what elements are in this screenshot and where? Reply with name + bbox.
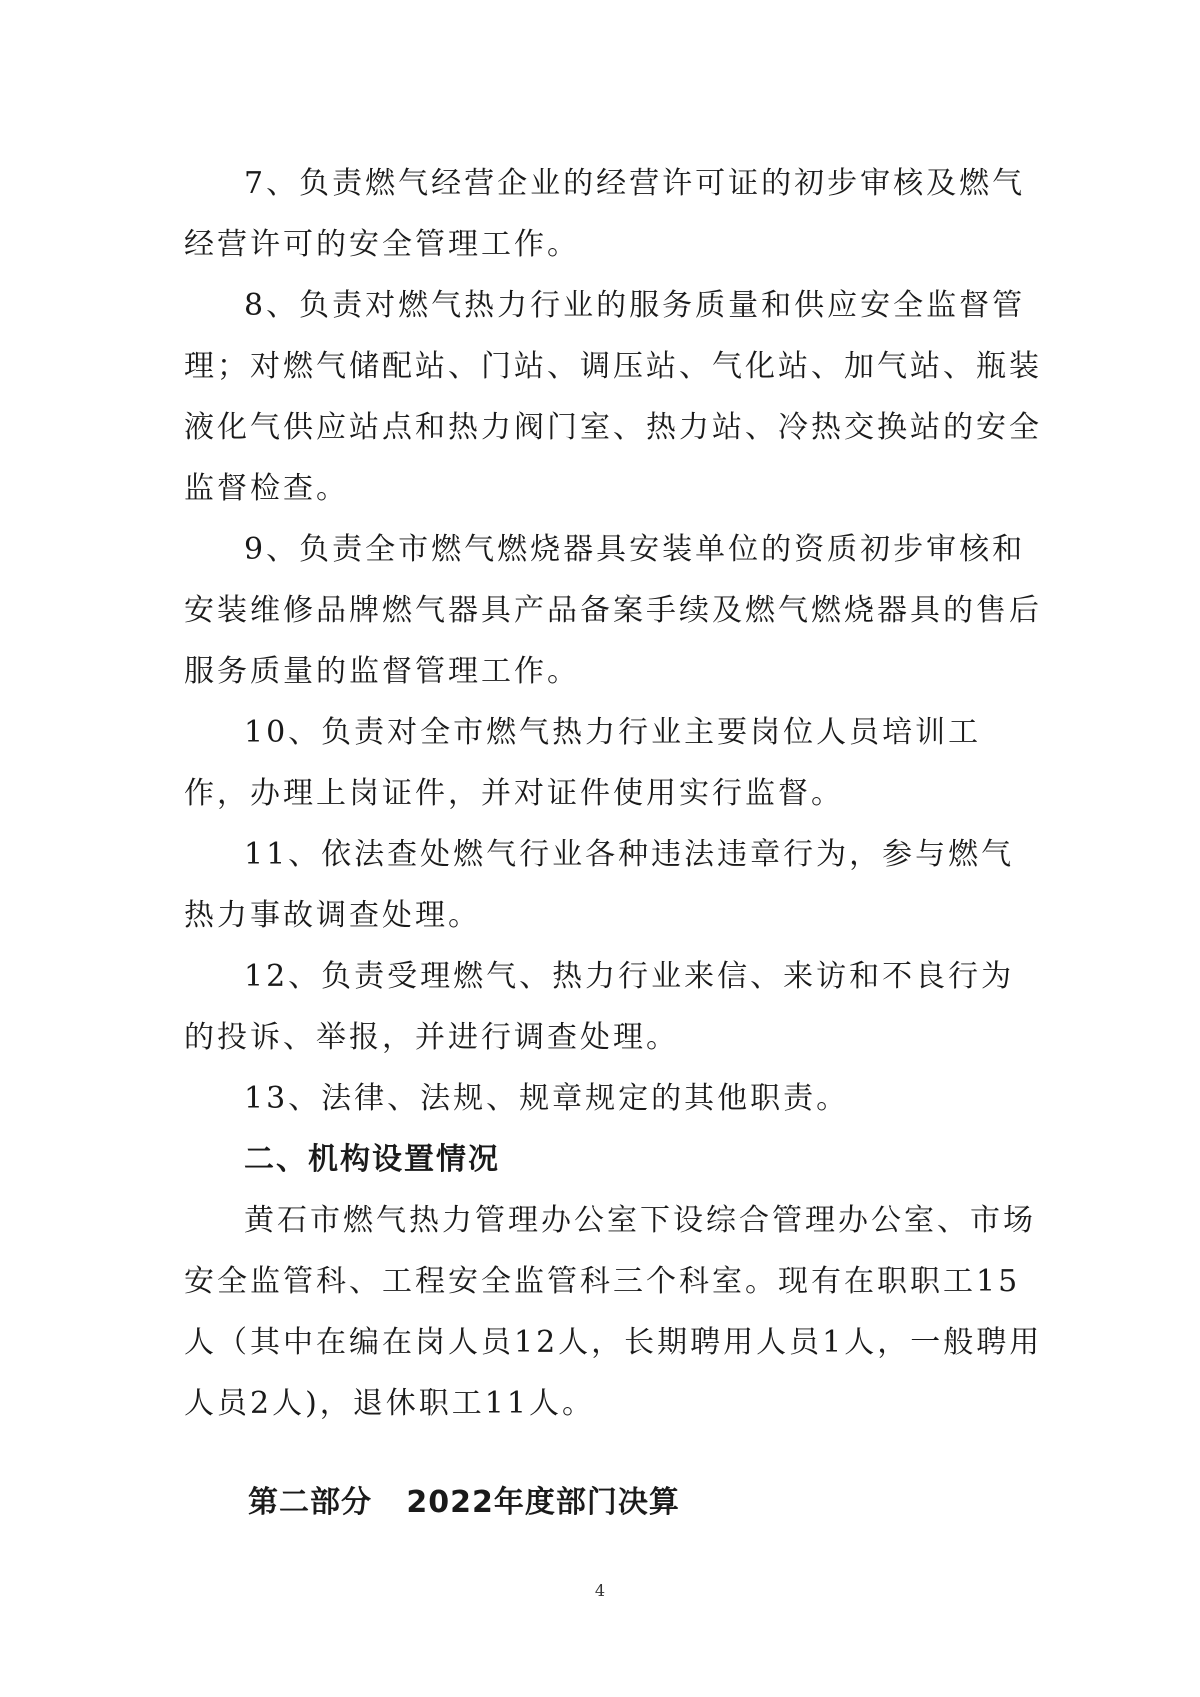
duty-paragraph-8: 8、负责对燃气热力行业的服务质量和供应安全监督管理；对燃气储配站、门站、调压站、气化站、加气站、瓶装液化气供应站点和热力阀门室、热力站、冷热交换站的安全监督检查。 <box>184 288 1042 506</box>
section-heading: 二、机构设置情况 <box>244 1142 500 1177</box>
page-number: 4 <box>594 1581 606 1600</box>
duty-paragraph-13: 13、法律、法规、规章规定的其他职责。 <box>244 1081 850 1116</box>
duty-paragraph-11: 11、依法查处燃气行业各种违法违章行为，参与燃气热力事故调查处理。 <box>184 837 1015 933</box>
document-body <box>184 153 1044 1434</box>
duty-paragraph-12: 12、负责受理燃气、热力行业来信、来访和不良行为的投诉、举报，并进行调查处理。 <box>184 959 1015 1055</box>
duty-paragraph-9: 9、负责全市燃气燃烧器具安装单位的资质初步审核和安装维修品牌燃气器具产品备案手续及燃气燃烧器具的售后服务质量的监督管理工作。 <box>184 532 1042 689</box>
organization-paragraph: 黄石市燃气热力管理办公室下设综合管理办公室、市场安全监管科、工程安全监管科三个科室。现有在职职工15人（其中在编在岗人员12人，长期聘用人员1人，一般聘用人员2人)，退休职工11人。 <box>184 1203 1043 1421</box>
duty-paragraph-10: 10、负责对全市燃气热力行业主要岗位人员培训工作，办理上岗证件，并对证件使用实行监督。 <box>184 715 982 811</box>
part-title: 第二部分 2022年度部门决算 <box>248 1485 680 1520</box>
duty-paragraph-7: 7、负责燃气经营企业的经营许可证的初步审核及燃气经营许可的安全管理工作。 <box>184 166 1026 262</box>
